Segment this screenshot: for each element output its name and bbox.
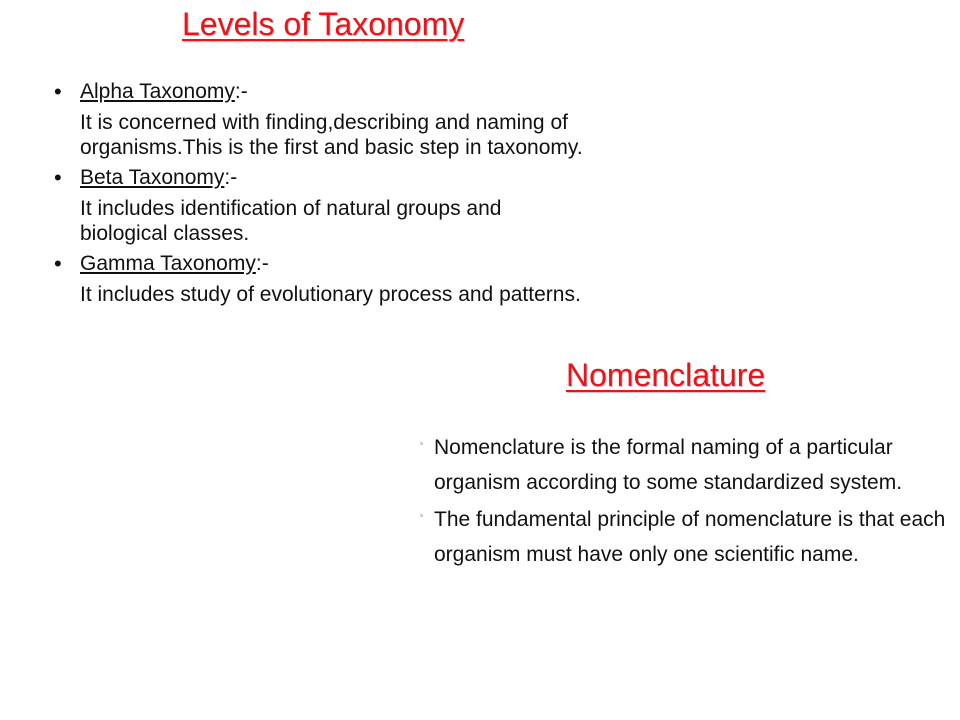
bullet-icon: •: [54, 165, 62, 190]
level-name: Beta Taxonomy: [80, 166, 225, 189]
nomenclature-point-text: Nomenclature is the formal naming of a particular organism according to some standardized system.: [434, 436, 903, 494]
level-gamma: [52, 250, 592, 307]
bullet-icon: •: [54, 251, 62, 276]
level-suffix: :-: [234, 80, 248, 103]
nomenclature-list: [420, 430, 950, 574]
square-bullet-icon: [420, 442, 423, 445]
level-heading: [80, 78, 592, 106]
nomenclature-point: [420, 430, 950, 500]
level-description: It includes identification of natural groups and biological classes.: [80, 197, 502, 245]
levels-title: Levels of Taxonomy: [182, 6, 465, 42]
level-suffix: :-: [224, 166, 238, 189]
level-heading: [80, 250, 592, 278]
level-alpha: [52, 78, 592, 160]
level-description: It includes study of evolutionary process and patterns.: [80, 283, 581, 306]
level-beta: [52, 164, 592, 246]
levels-list: [52, 78, 592, 311]
level-heading: [80, 164, 592, 192]
nomenclature-point: [420, 502, 950, 572]
level-name: Gamma Taxonomy: [80, 252, 256, 275]
nomenclature-title: Nomenclature: [566, 357, 766, 393]
level-name: Alpha Taxonomy: [80, 80, 235, 103]
bullet-icon: •: [54, 79, 62, 104]
level-suffix: :-: [255, 252, 269, 275]
nomenclature-point-text: The fundamental principle of nomenclature is that each organism must have only one scientific name.: [434, 508, 946, 566]
square-bullet-icon: [420, 514, 423, 517]
level-description: It is concerned with finding,describing and naming of organisms.This is the first and basic step in taxonomy.: [80, 111, 583, 159]
